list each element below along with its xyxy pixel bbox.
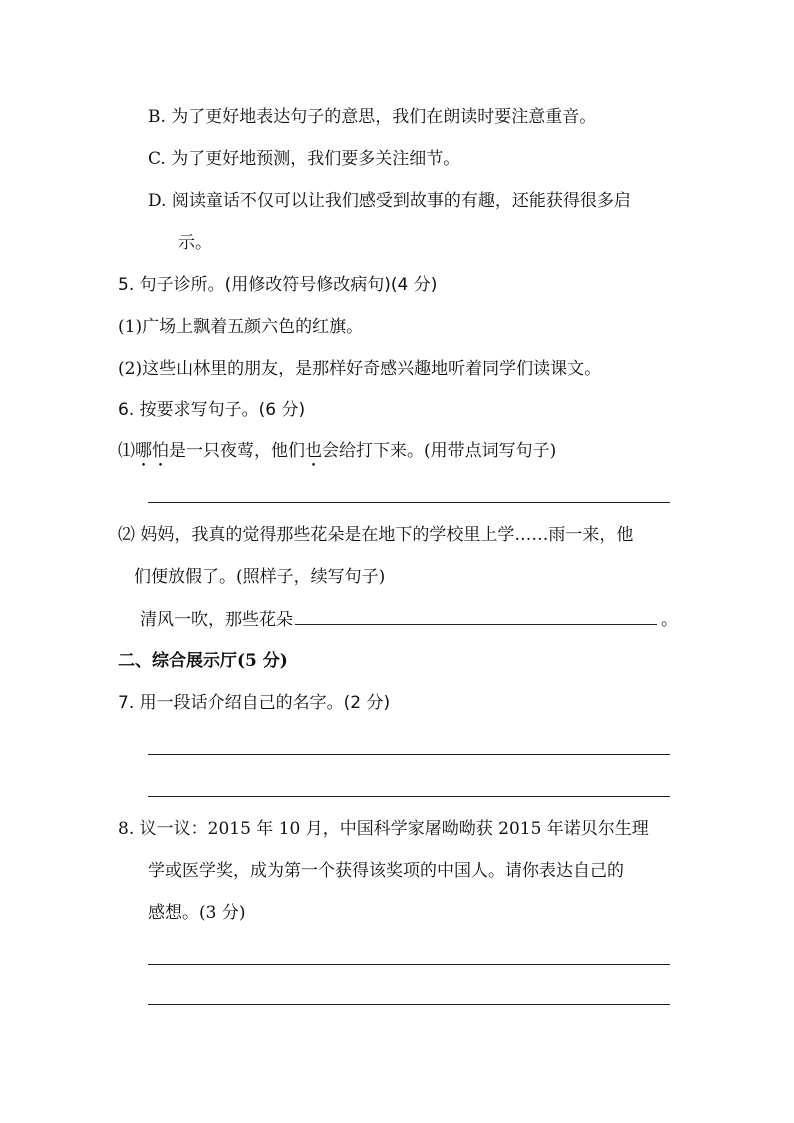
q6-item-1: [118, 440, 556, 462]
q6-item-1-number: ⑴: [118, 441, 135, 461]
emphasis-dot-word: 怕: [152, 441, 169, 461]
answer-line[interactable]: [148, 754, 670, 755]
q7-title: 7. 用一段话介绍自己的名字。(2 分): [118, 693, 391, 713]
q5-item-2: (2)这些山林里的朋友，是那样好奇感兴趣地听着同学们读课文。: [118, 359, 602, 379]
q6-item-2-end: 。: [661, 610, 678, 630]
q5-item-1: (1)广场上飘着五颜六色的红旗。: [118, 317, 364, 337]
q6-item-1-instruction: 会给打下来。(用带点词写句子): [322, 441, 557, 461]
q6-item-2-line1: ⑵ 妈妈，我真的觉得那些花朵是在地下的学校里上学……雨一来，他: [118, 525, 634, 545]
q5-title: 5. 句子诊所。(用修改符号修改病句)(4 分): [118, 275, 438, 295]
answer-line[interactable]: [148, 502, 670, 503]
emphasis-dot-word: 也: [305, 441, 322, 461]
section-2-title: 二、综合展示厅(5 分): [118, 651, 288, 671]
emphasis-dot-word: 哪: [135, 441, 152, 461]
q6-title: 6. 按要求写句子。(6 分): [118, 400, 306, 420]
q6-item-1-text: 是一只夜莺，他们: [169, 441, 305, 461]
option-d-line1: D. 阅读童话不仅可以让我们感受到故事的有趣，还能获得很多启: [148, 191, 631, 211]
q6-item-2-prompt: 清风一吹，那些花朵: [140, 610, 293, 630]
fill-in-blank[interactable]: [295, 608, 657, 625]
q8-line3: 感想。(3 分): [148, 903, 246, 923]
option-c: C. 为了更好地预测，我们要多关注细节。: [148, 149, 461, 169]
q8-line2: 学或医学奖，成为第一个获得该奖项的中国人。请你表达自己的: [148, 861, 624, 881]
option-d-line2: 示。: [178, 233, 212, 253]
answer-line[interactable]: [148, 796, 670, 797]
q6-item-2-line2: 们便放假了。(照样子，续写句子): [134, 567, 386, 587]
answer-line[interactable]: [148, 964, 670, 965]
q8-line1: 8. 议一议：2015 年 10 月，中国科学家屠呦呦获 2015 年诺贝尔生理: [118, 819, 649, 839]
q6-item-2-fill: [140, 608, 678, 631]
option-b: B. 为了更好地表达句子的意思，我们在朗读时要注意重音。: [148, 107, 597, 127]
answer-line[interactable]: [148, 1004, 670, 1005]
